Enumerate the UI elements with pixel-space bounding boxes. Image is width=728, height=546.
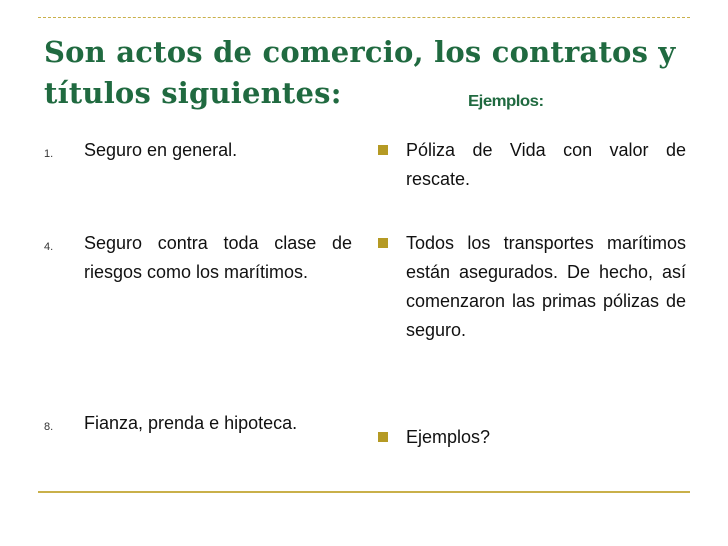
title-line-2: títulos siguientes: <box>44 75 342 110</box>
bottom-divider <box>38 491 690 493</box>
square-bullet-icon <box>378 238 388 248</box>
item-number: 8. <box>44 421 54 433</box>
item-text: Todos los transportes marítimos están asegurados. De hecho, así comenzaron las primas pólizas de seguro. <box>406 233 686 340</box>
item-number: 1. <box>44 148 54 160</box>
square-bullet-icon <box>378 432 388 442</box>
examples-heading: Ejemplos: <box>468 93 544 110</box>
top-divider <box>38 17 690 18</box>
title-line-1: Son actos de comercio, los contratos y <box>44 35 676 69</box>
item-text: Fianza, prenda e hipoteca. <box>84 413 298 433</box>
item-text: Ejemplos? <box>406 427 491 447</box>
item-text: Póliza de Vida con valor de rescate. <box>406 140 686 189</box>
item-text: Seguro en general. <box>84 140 238 160</box>
square-bullet-icon <box>378 145 388 155</box>
item-text: Seguro contra toda clase de riesgos como los marítimos. <box>84 233 352 282</box>
item-number: 4. <box>44 241 54 253</box>
slide-title <box>44 32 704 113</box>
